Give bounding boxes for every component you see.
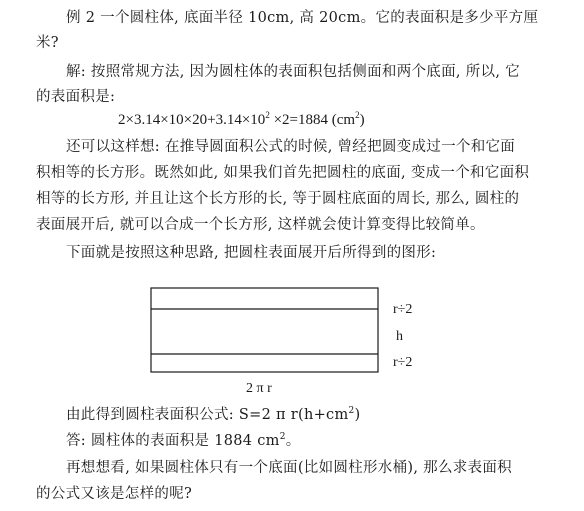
alternative-line-4: 表面展开后, 就可以合成一个长方形, 这样就会使计算变得比较简单。 bbox=[36, 217, 485, 233]
answer-prefix: 答: 圆柱体的表面积是 1884 cm bbox=[66, 433, 280, 449]
alternative-line-2: 积相等的长方形。既然如此, 如果我们首先把圆柱的底面, 变成一个和它面积 bbox=[36, 165, 530, 181]
diagram-intro-line: 下面就是按照这种思路, 把圆柱表面展开后所得到的图形: bbox=[66, 245, 437, 261]
example-title-line-2: 米? bbox=[36, 35, 59, 51]
label-top-strip: r÷2 bbox=[393, 302, 413, 317]
solution-line-1: 解: 按照常规方法, 因为圆柱体的表面积包括侧面和两个底面, 所以, 它 bbox=[66, 64, 520, 80]
alternative-line-1: 还可以这样想: 在推导圆面积公式的时候, 曾经把圆变成过一个和它面 bbox=[66, 139, 516, 155]
label-height: h bbox=[396, 329, 403, 344]
derived-formula-close: ) bbox=[354, 407, 361, 423]
formula-unit-exponent: 2 bbox=[355, 110, 360, 120]
formula-main: 2×3.14×10×20+3.14×10 bbox=[118, 112, 266, 128]
unfolded-rectangle bbox=[151, 288, 378, 372]
derived-formula-line bbox=[66, 405, 361, 425]
example-title-line: 例 2 一个圆柱体, 底面半径 10cm, 高 20cm。它的表面积是多少平方厘 bbox=[66, 10, 539, 26]
derived-formula-body: S=2 π r(h+cm bbox=[238, 407, 349, 423]
label-width: 2 π r bbox=[246, 381, 272, 396]
derived-formula-exponent: 2 bbox=[348, 406, 355, 416]
label-bottom-strip: r÷2 bbox=[393, 355, 413, 370]
answer-line bbox=[66, 431, 301, 451]
formula-rest: ×2=1884 (cm bbox=[269, 112, 356, 128]
followup-line-2: 的公式又该是怎样的呢? bbox=[36, 486, 193, 502]
answer-exponent: 2 bbox=[279, 432, 286, 442]
followup-line-1: 再想想看, 如果圆柱体只有一个底面(比如圆柱形水桶), 那么求表面积 bbox=[66, 460, 512, 476]
alternative-line-3: 相等的长方形, 并且让这个长方形的长, 等于圆柱底面的周长, 那么, 圆柱的 bbox=[36, 191, 520, 207]
formula-close: ) bbox=[359, 112, 365, 128]
answer-close: 。 bbox=[285, 433, 301, 449]
derived-formula-prefix: 由此得到圆柱表面积公式: bbox=[66, 407, 239, 423]
formula-exponent: 2 bbox=[265, 110, 270, 120]
solution-line-2: 的表面积是: bbox=[36, 89, 116, 105]
